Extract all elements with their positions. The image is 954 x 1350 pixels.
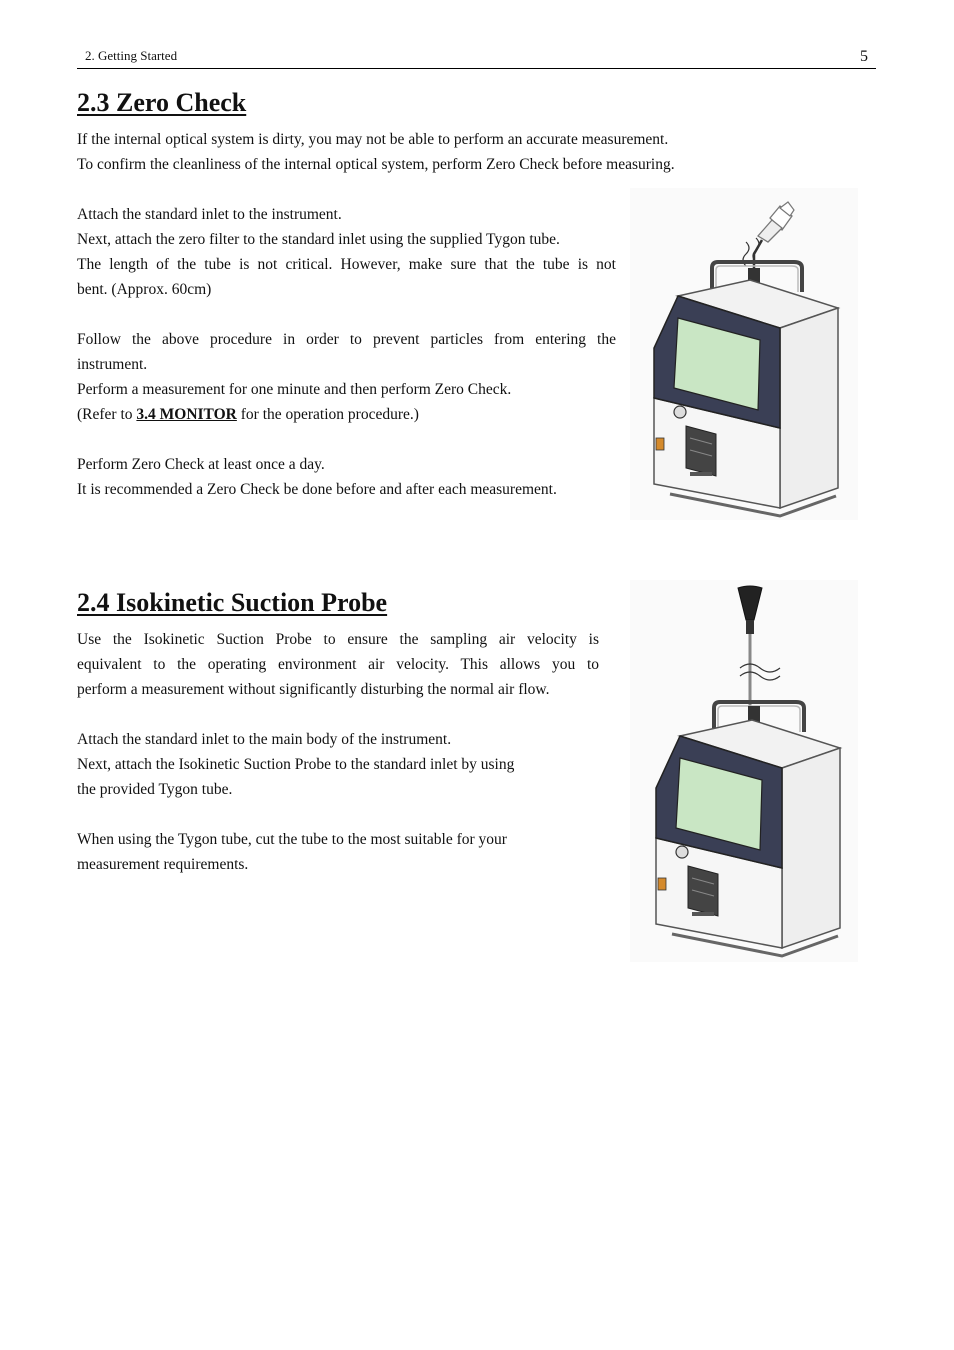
paragraph-line: perform a measurement without significantly disturbing the normal air flow. — [77, 681, 550, 698]
paragraph-line: Attach the standard inlet to the instrument. — [77, 206, 342, 223]
paragraph-line-with-link — [77, 402, 419, 427]
instrument-isokinetic-probe-illustration — [630, 580, 858, 962]
paragraph-line: Attach the standard inlet to the main body of the instrument. — [77, 731, 452, 748]
section-title-zero-check: 2.3 Zero Check — [77, 88, 247, 117]
paragraph-line: When using the Tygon tube, cut the tube to the most suitable for your — [77, 831, 507, 848]
page-header — [77, 46, 876, 69]
paragraph-line: Next, attach the zero filter to the standard inlet using the supplied Tygon tube. — [77, 231, 560, 248]
ref-prefix: (Refer to — [77, 406, 137, 423]
paragraph-line: To confirm the cleanliness of the internal optical system, perform Zero Check before measuring. — [77, 156, 675, 173]
page-number: 5 — [860, 48, 868, 65]
paragraph-line: Follow the above procedure in order to prevent particles from entering the — [77, 331, 616, 348]
paragraph-line: The length of the tube is not critical. However, make sure that the tube is not — [77, 256, 616, 273]
paragraph-line: If the internal optical system is dirty, you may not be able to perform an accurate measurement. — [77, 131, 669, 148]
paragraph-line: bent. (Approx. 60cm) — [77, 281, 212, 298]
paragraph-line: equivalent to the operating environment air velocity. This allows you to — [77, 656, 599, 673]
section-title-isokinetic-probe: 2.4 Isokinetic Suction Probe — [77, 588, 388, 617]
monitor-section-link[interactable]: 3.4 MONITOR — [136, 406, 237, 423]
paragraph-line: Perform a measurement for one minute and then perform Zero Check. — [77, 381, 512, 398]
paragraph-line: measurement requirements. — [77, 856, 249, 873]
paragraph-line: Perform Zero Check at least once a day. — [77, 456, 325, 473]
instrument-zero-filter-illustration — [630, 188, 858, 520]
paragraph-line: the provided Tygon tube. — [77, 781, 233, 798]
chapter-label: 2. Getting Started — [85, 48, 178, 63]
paragraph-line: instrument. — [77, 356, 148, 373]
paragraph-line: It is recommended a Zero Check be done before and after each measurement. — [77, 481, 557, 498]
paragraph-line: Next, attach the Isokinetic Suction Probe to the standard inlet by using — [77, 756, 515, 773]
ref-suffix: for the operation procedure.) — [236, 406, 419, 423]
paragraph-line: Use the Isokinetic Suction Probe to ensure the sampling air velocity is — [77, 631, 599, 648]
